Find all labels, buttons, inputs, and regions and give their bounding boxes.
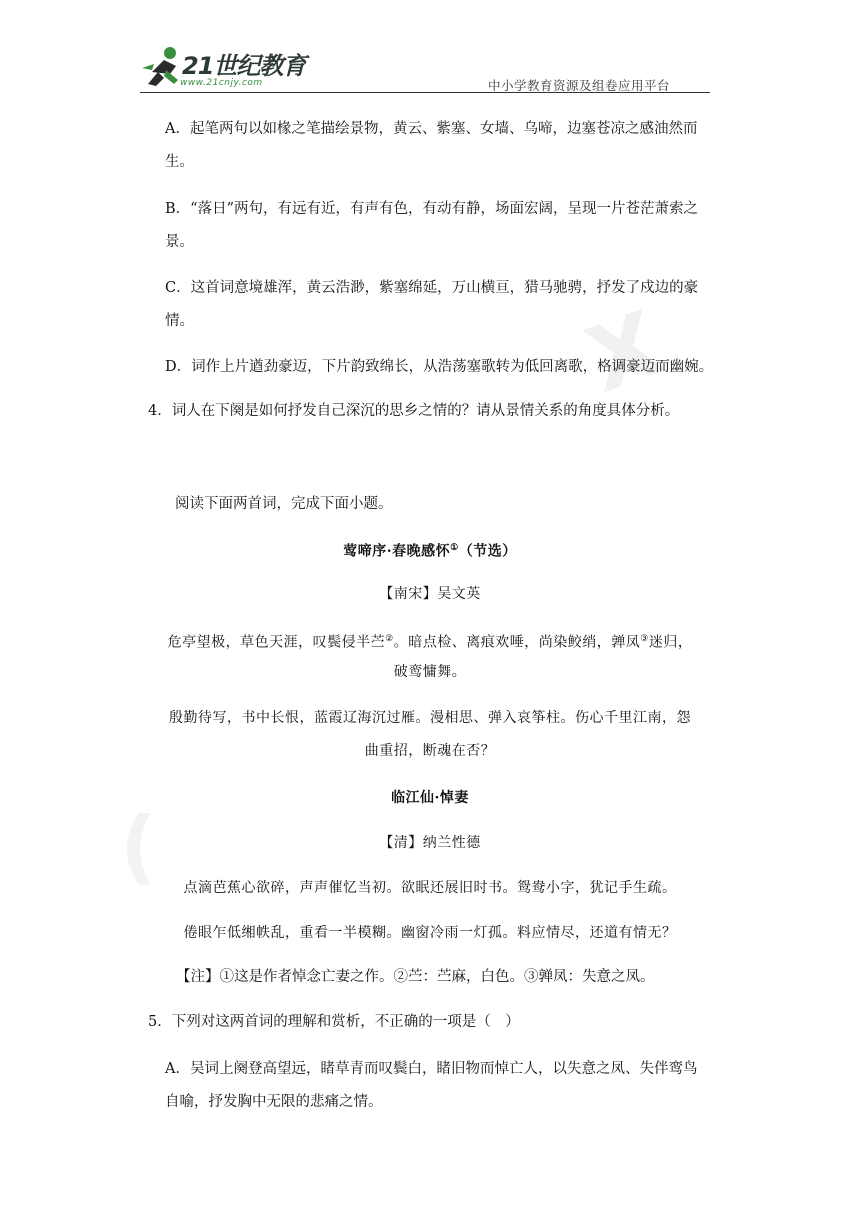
logo xyxy=(140,44,315,92)
reading-intro: 阅读下面两首词，完成下面小题。 xyxy=(175,496,393,512)
poem2-line2: 倦眼乍低缃帙乱，重看一半模糊。幽窗冷雨一灯孤。料应情尽，还道有情无？ xyxy=(183,925,677,941)
q3-option-c-line2: 情。 xyxy=(165,313,194,329)
runner-logo-icon xyxy=(140,44,184,88)
q3-option-d: D．词作上片遒劲豪迈，下片韵致绵长，从浩荡塞歌转为低回离歌，格调豪迈而幽婉。 xyxy=(165,359,714,375)
poem2-author: 【清】纳兰性德 xyxy=(379,835,481,851)
poem2-title: 临江仙·悼妻 xyxy=(391,790,469,806)
q3-option-b-line2: 景。 xyxy=(165,234,194,250)
question-4: 4．词人在下阕是如何抒发自己深沉的思乡之情的？请从景情关系的角度具体分析。 xyxy=(148,403,680,419)
poem1-line4: 曲重招，断魂在否？ xyxy=(364,743,496,759)
poem1-title: 莺啼序·春晚感怀①（节选） xyxy=(343,543,517,560)
logo-text: 21世纪教育 xyxy=(182,52,306,80)
q3-option-c-line1: C．这首词意境雄浑，黄云浩渺，紫塞绵延，万山横亘，猎马驰骋，抒发了戍边的豪 xyxy=(165,280,699,296)
question-5: 5．下列对这两首词的理解和赏析，不正确的一项是（ ） xyxy=(148,1014,520,1030)
poem1-author: 【南宋】吴文英 xyxy=(379,586,481,602)
q5-option-a-line2: 自喻，抒发胸中无限的悲痛之情。 xyxy=(165,1094,383,1110)
q3-option-b-line1: B．“落日”两句，有远有近，有声有色，有动有静，场面宏阔，呈现一片苍茫萧索之 xyxy=(165,201,698,217)
watermark: X xyxy=(574,291,676,414)
watermark: ( xyxy=(120,800,157,893)
poem-note: 【注】①这是作者悼念亡妻之作。②苎：苎麻，白色。③亸凤：失意之凤。 xyxy=(176,969,655,985)
poem1-line1: 危亭望极，草色天涯，叹鬓侵半苎②。暗点检、离痕欢唾，尚染鲛绡，亸凤③迷归， xyxy=(167,634,693,651)
header-divider xyxy=(140,92,710,93)
poem2-line1: 点滴芭蕉心欲碎，声声催忆当初。欲眠还展旧时书。鸳鸯小字，犹记手生疏。 xyxy=(183,880,677,896)
poem1-line2: 破鸾慵舞。 xyxy=(393,664,467,680)
poem1-line3: 殷勤待写，书中长恨，蓝霞辽海沉过雁。漫相思、弹入哀筝柱。伤心千里江南，怨 xyxy=(169,710,691,726)
q3-option-a-line1: A．起笔两句以如椽之笔描绘景物，黄云、紫塞、女墙、乌啼，边塞苍凉之感油然而 xyxy=(165,121,698,137)
page-header xyxy=(140,40,710,94)
logo-url: www.21cnjy.com xyxy=(180,78,263,88)
q3-option-a-line2: 生。 xyxy=(165,154,194,170)
q5-option-a-line1: A．吴词上阕登高望远，睹草青而叹鬓白，睹旧物而悼亡人，以失意之凤、失伴鸾鸟 xyxy=(165,1061,698,1077)
platform-name: 中小学教育资源及组卷应用平台 xyxy=(487,78,670,93)
